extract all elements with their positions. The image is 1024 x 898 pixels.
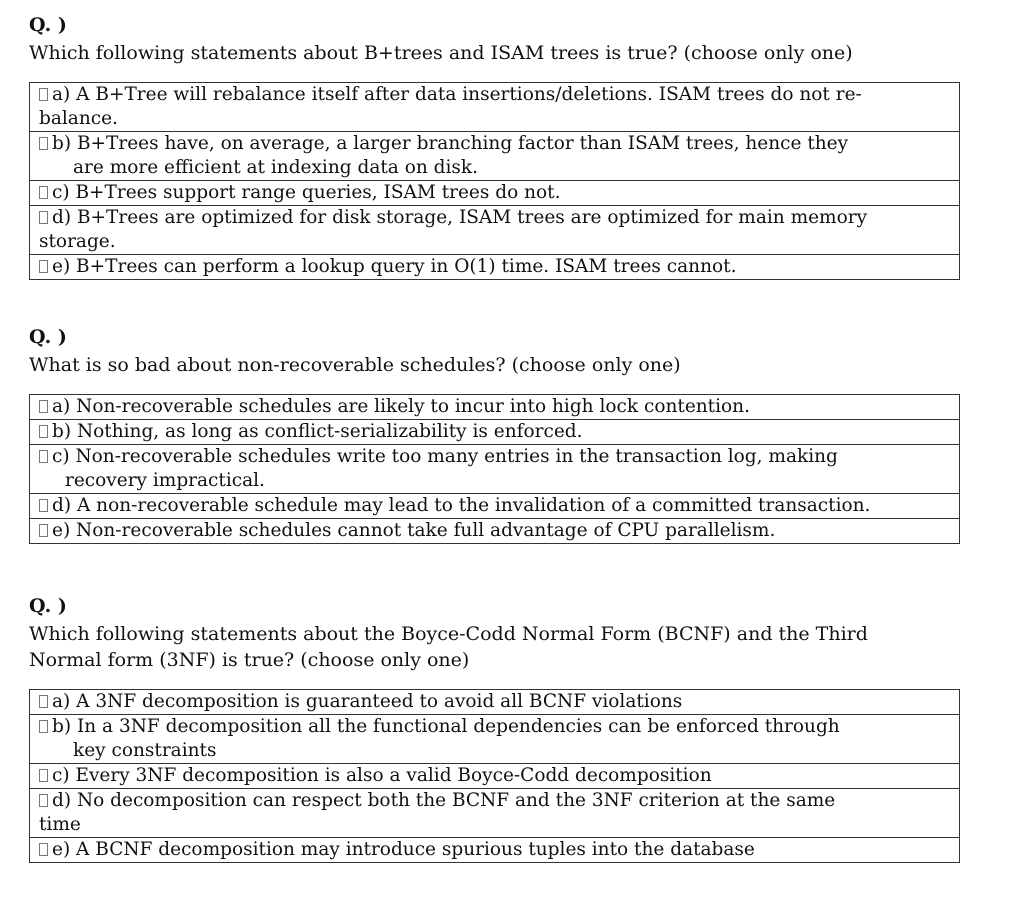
checkbox[interactable] [39, 524, 48, 537]
option-text: c) B+Trees support range queries, ISAM trees do not. [52, 182, 561, 203]
checkbox[interactable] [39, 400, 48, 413]
question-3 [29, 595, 960, 863]
checkbox[interactable] [39, 425, 48, 438]
checkbox[interactable] [39, 137, 48, 150]
option-text-cont: time [39, 814, 81, 835]
checkbox[interactable] [39, 695, 48, 708]
checkbox[interactable] [39, 88, 48, 101]
question-text-line2: Normal form (3NF) is true? (choose only one) [29, 649, 470, 671]
option-text: d) B+Trees are optimized for disk storage, ISAM trees are optimized for main memory [52, 207, 868, 228]
option-text: d) No decomposition can respect both the BCNF and the 3NF criterion at the same [52, 790, 836, 811]
option-row[interactable] [30, 690, 960, 715]
option-row[interactable] [30, 764, 960, 789]
question-text: Which following statements about B+trees and ISAM trees is true? (choose only one) [29, 42, 853, 64]
option-text-cont: balance. [39, 108, 118, 129]
option-text: e) Non-recoverable schedules cannot take full advantage of CPU parallelism. [52, 520, 776, 541]
option-text: e) A BCNF decomposition may introduce spurious tuples into the database [52, 839, 755, 860]
option-row[interactable] [30, 789, 960, 838]
option-text: a) A B+Tree will rebalance itself after data insertions/deletions. ISAM trees do not re- [52, 84, 862, 105]
question-text [29, 621, 960, 673]
option-row[interactable] [30, 206, 960, 255]
checkbox[interactable] [39, 769, 48, 782]
option-row[interactable] [30, 445, 960, 494]
checkbox[interactable] [39, 260, 48, 273]
option-text: b) Nothing, as long as conflict-serializability is enforced. [52, 421, 583, 442]
option-row[interactable] [30, 420, 960, 445]
checkbox[interactable] [39, 186, 48, 199]
option-text: a) Non-recoverable schedules are likely to incur into high lock contention. [52, 396, 750, 417]
option-row[interactable] [30, 395, 960, 420]
question-2 [29, 326, 960, 544]
option-text-cont: key constraints [73, 740, 217, 761]
checkbox[interactable] [39, 499, 48, 512]
question-1 [29, 14, 960, 280]
options-table [29, 82, 960, 280]
options-table [29, 394, 960, 544]
option-row[interactable] [30, 132, 960, 181]
checkbox[interactable] [39, 450, 48, 463]
question-text: What is so bad about non-recoverable schedules? (choose only one) [29, 354, 681, 376]
checkbox[interactable] [39, 211, 48, 224]
option-row[interactable] [30, 494, 960, 519]
option-text: e) B+Trees can perform a lookup query in O(1) time. ISAM trees cannot. [52, 256, 737, 277]
option-text: c) Every 3NF decomposition is also a valid Boyce-Codd decomposition [52, 765, 712, 786]
option-text-cont: storage. [39, 231, 116, 252]
option-text: a) A 3NF decomposition is guaranteed to avoid all BCNF violations [52, 691, 683, 712]
checkbox[interactable] [39, 720, 48, 733]
option-row[interactable] [30, 519, 960, 544]
option-text: b) In a 3NF decomposition all the functional dependencies can be enforced through [52, 716, 840, 737]
checkbox[interactable] [39, 794, 48, 807]
question-label: Q. ) [29, 595, 67, 617]
option-row[interactable] [30, 255, 960, 280]
question-label: Q. ) [29, 14, 67, 36]
checkbox[interactable] [39, 843, 48, 856]
option-text: c) Non-recoverable schedules write too many entries in the transaction log, making [52, 446, 838, 467]
option-row[interactable] [30, 838, 960, 863]
option-text-cont: recovery impractical. [65, 470, 265, 491]
question-label: Q. ) [29, 326, 67, 348]
option-row[interactable] [30, 83, 960, 132]
option-text: d) A non-recoverable schedule may lead to the invalidation of a committed transaction. [52, 495, 871, 516]
options-table [29, 689, 960, 863]
option-text: b) B+Trees have, on average, a larger branching factor than ISAM trees, hence they [52, 133, 849, 154]
option-row[interactable] [30, 715, 960, 764]
question-text-line1: Which following statements about the Boyce-Codd Normal Form (BCNF) and the Third [29, 623, 868, 645]
option-text-cont: are more efficient at indexing data on disk. [73, 157, 478, 178]
option-row[interactable] [30, 181, 960, 206]
